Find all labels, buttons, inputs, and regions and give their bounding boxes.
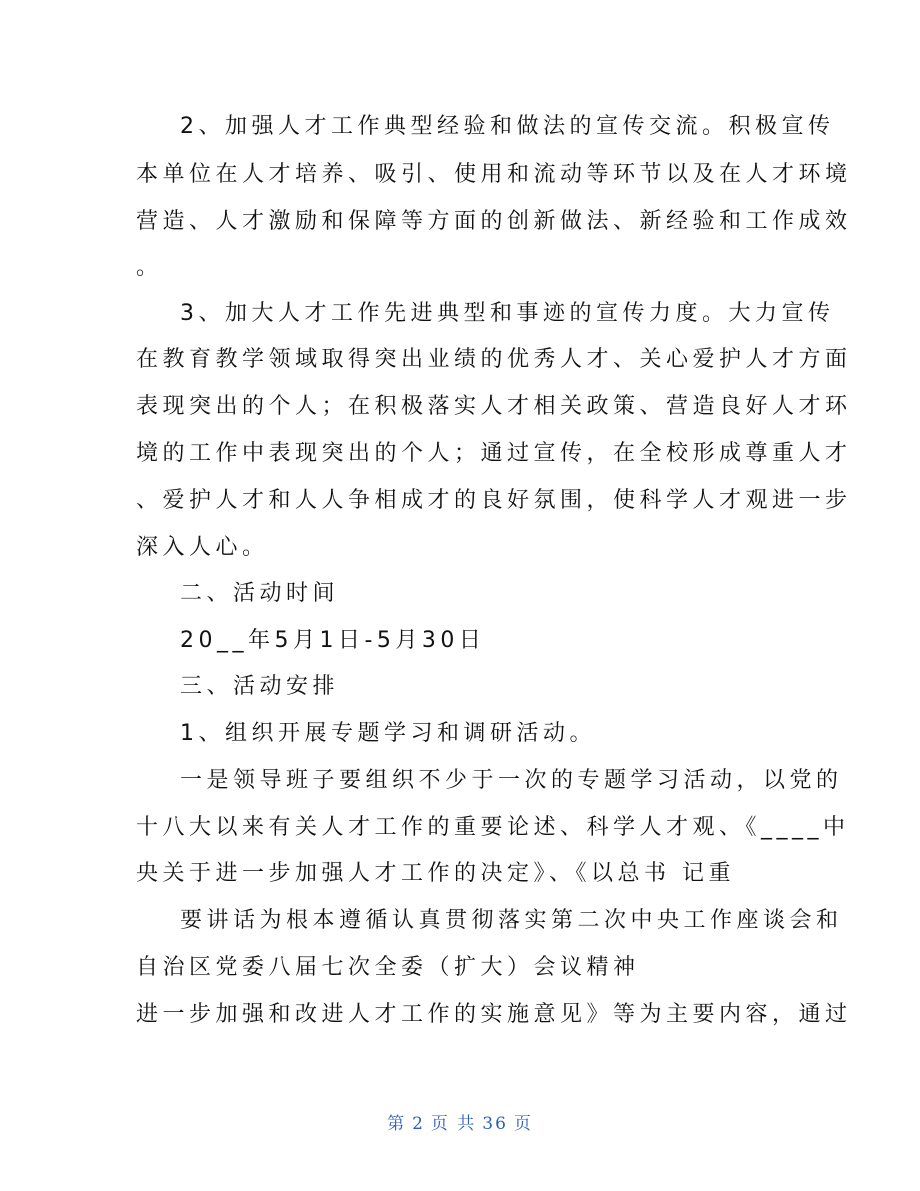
paragraph-line: 境的工作中表现突出的个人；通过宣传，在全校形成尊重人才 <box>136 441 852 466</box>
section-heading: 三、活动安排 <box>180 674 340 699</box>
paragraph-line: 表现突出的个人；在积极落实人才相关政策、营造良好人才环 <box>136 394 852 419</box>
date-range: 20__年5月1日-5月30日 <box>180 628 486 653</box>
page-label-mid: 页 共 <box>430 1114 477 1134</box>
paragraph-line: 本单位在人才培养、吸引、使用和流动等环节以及在人才环境 <box>136 162 852 187</box>
page-label-suffix: 页 <box>513 1114 533 1134</box>
paragraph-line: 央关于进一步加强人才工作的决定》、《以总书 记重 <box>136 861 735 886</box>
paragraph-line: 深入人心。 <box>136 535 269 560</box>
paragraph-line: 进一步加强和改进人才工作的实施意见》等为主要内容，通过 <box>136 1002 852 1027</box>
paragraph-line: 要讲话为根本遵循认真贯彻落实第二次中央工作座谈会和 <box>180 908 843 933</box>
paragraph-line: 营造、人才激励和保障等方面的创新做法、新经验和工作成效 <box>136 209 852 234</box>
page-total: 36 <box>482 1114 508 1134</box>
paragraph-line: 自治区党委八届七次全委（扩大）会议精神 <box>136 955 640 980</box>
section-heading: 二、活动时间 <box>180 581 340 606</box>
page-label-prefix: 第 <box>387 1114 407 1134</box>
paragraph-line: 。 <box>136 255 163 280</box>
paragraph-line: 在教育教学领域取得突出业绩的优秀人才、关心爱护人才方面 <box>136 347 852 372</box>
page-current: 2 <box>412 1114 425 1134</box>
paragraph-line: 十八大以来有关人才工作的重要论述、科学人才观、《____中 <box>136 815 850 840</box>
paragraph-line: 3、加大人才工作先进典型和事迹的宣传力度。大力宣传 <box>180 301 835 326</box>
subsection-heading: 1、组织开展专题学习和调研活动。 <box>180 721 596 746</box>
paragraph-line: 2、加强人才工作典型经验和做法的宣传交流。积极宣传 <box>180 114 835 139</box>
paragraph-line: 一是领导班子要组织不少于一次的专题学习活动，以党的 <box>180 768 843 793</box>
paragraph-line: 、爱护人才和人人争相成才的良好氛围，使科学人才观进一步 <box>136 488 852 513</box>
page-footer <box>0 1113 920 1135</box>
